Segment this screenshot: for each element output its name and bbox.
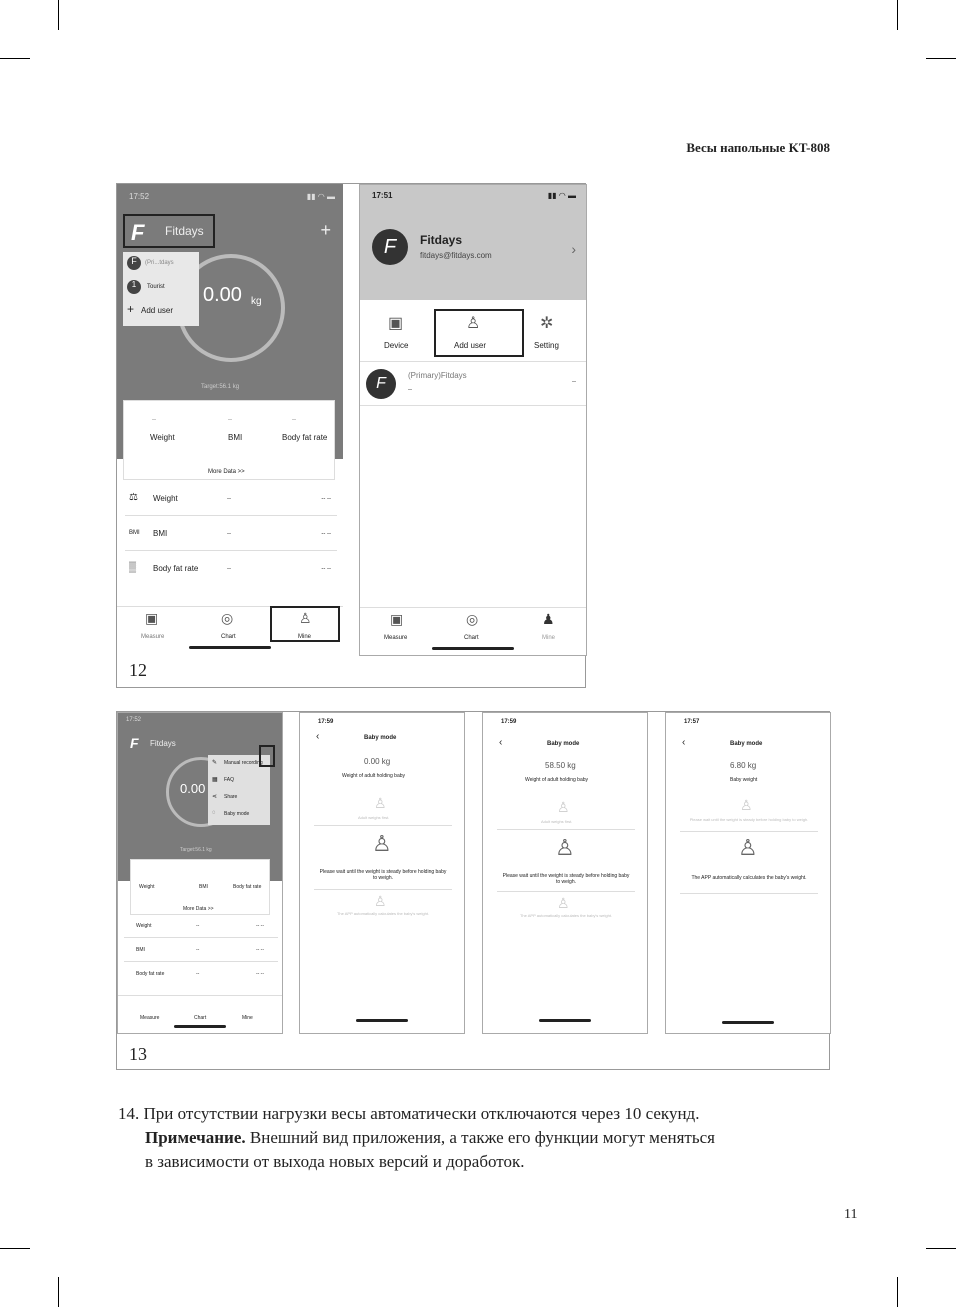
more-data-link[interactable]: More Data >> [208,469,245,475]
page-number: 11 [844,1207,858,1222]
adult-holding-baby-icon: ♙ [555,835,575,860]
document-header: Весы напольные KT-808 [686,140,830,155]
action-device[interactable]: Device [384,341,409,350]
fitdays-logo-icon: F [130,735,139,751]
user-val: -- [572,379,576,385]
status-time: 17:52 [129,192,150,201]
card-label: Weight [139,884,155,890]
adult-figure-icon: ♙ [374,795,387,811]
back-icon[interactable]: ‹ [682,737,686,748]
page-title: Baby mode [364,735,397,741]
weight-unit: kg [251,296,262,307]
crop-mark [58,1277,59,1307]
figure-13 [116,711,830,1070]
crop-mark [926,58,956,59]
tab-measure[interactable]: Measure [140,1015,160,1021]
user-icon[interactable]: ♙ [299,610,312,626]
row-label: Weight [136,923,152,929]
figure-number: 13 [129,1044,147,1064]
crop-mark [926,1248,956,1249]
crop-mark [0,1248,30,1249]
adult-holding-baby-icon: ♙ [372,831,392,856]
home-indicator [189,646,271,649]
note-label: Примечание. [145,1128,246,1147]
summary-card [123,400,335,480]
app-name[interactable]: Fitdays [165,224,204,238]
chevron-right-icon[interactable]: › [571,241,576,257]
tourist-avatar-icon: 1 [127,280,141,294]
weight-subtitle: Baby weight [730,777,758,783]
crop-mark [897,0,898,30]
profile-name: Fitdays [420,233,463,247]
weight-icon: ⚖ [129,492,138,503]
row-value: -- -- [255,923,264,929]
crop-mark [58,0,59,30]
status-time: 17:57 [684,719,700,725]
home-indicator [432,647,514,650]
step-text: Please wait until the weight is steady before holding baby to weigh. [502,873,630,885]
weight-value: 0.00 [203,284,242,306]
baby-figure-icon: ♙ [374,893,387,909]
weight-subtitle: Weight of adult holding baby [342,773,406,779]
target-text: Target:56.1 kg [180,847,212,853]
menu-tourist[interactable]: Tourist [147,284,165,290]
row-mid: -- [196,947,200,953]
action-add-user[interactable]: Add user [454,341,487,350]
tab-measure[interactable]: Measure [141,634,165,640]
tab-mine[interactable]: Mine [242,1015,253,1021]
baby-figure-icon: ♙ [557,895,570,911]
phone-baby-mode-1 [299,712,465,1034]
home-indicator [356,1019,408,1022]
row-label: BMI [136,947,145,953]
weight-value: 6.80 kg [730,761,757,770]
bmi-icon: BMI [129,530,140,536]
user-name[interactable]: (Primary)Fitdays [408,371,467,380]
menu-item[interactable]: Manual recording [224,760,263,766]
item-14: 14. При отсутствии нагрузки весы автоматически отключаются через 10 секунд. [118,1104,700,1123]
user-sub: -- [408,387,412,393]
weight-value: 0.00 [180,781,206,796]
more-menu: ✎ Manual recording ▦ FAQ ⋖ Share ◌ Baby mode [208,755,270,825]
crop-mark [897,1277,898,1307]
tab-mine[interactable]: Mine [542,635,556,641]
adult-figure-icon: ♙ [557,799,570,815]
page-title: Baby mode [547,741,580,747]
weight-subtitle: Weight of adult holding baby [525,777,589,783]
user-icon[interactable]: ♟ [542,611,555,627]
chart-icon[interactable]: ◎ [221,610,234,626]
row-mid: -- [196,971,200,977]
page-title: Baby mode [730,741,763,747]
step-text: The APP automatically calculates the baby's weight. [336,911,430,916]
row-value: -- -- [321,496,331,502]
more-data-link[interactable]: More Data >> [183,906,214,912]
tab-chart[interactable]: Chart [221,634,236,640]
row-value: -- -- [255,971,264,977]
menu-item[interactable]: FAQ [224,777,235,783]
row-value: -- -- [321,531,331,537]
card-label: Body fat rate [233,884,262,890]
fitdays-logo-icon: F [131,220,145,245]
row-mid: -- [196,923,200,929]
adult-holding-baby-faded-icon: ♙ [740,797,753,813]
tab-mine[interactable]: Mine [298,634,312,640]
card-label: Body fat rate [282,433,328,442]
row-label: Body fat rate [136,971,165,977]
back-icon[interactable]: ‹ [316,731,320,742]
note-text: Внешний вид приложения, а также его функции могут меняться [245,1128,715,1147]
status-icons: ▮▮ ◠ ▬ [547,191,576,200]
card-value: -- [152,417,156,423]
menu-primary[interactable]: (Pri...tdays [145,260,174,266]
menu-item[interactable]: Baby mode [224,811,250,817]
more-button-highlight [259,745,275,767]
card-label: BMI [199,884,208,890]
card-value: -- [228,417,232,423]
phone-baby-mode-3 [665,712,831,1034]
app-name[interactable]: Fitdays [150,739,176,748]
profile-email: fitdays@fitdays.com [420,251,492,260]
figure-number: 12 [129,660,147,680]
row-mid: -- [227,531,231,537]
card-label: Weight [150,433,175,442]
weight-value: 58.50 kg [545,761,576,770]
summary-card [130,859,270,915]
step-text: Please wait until the weight is steady before holding baby to weigh. [319,869,447,881]
device-icon[interactable]: ▣ [388,315,404,332]
row-label: BMI [153,529,168,538]
crop-mark [0,58,30,59]
status-time: 17:52 [126,717,142,723]
measure-icon[interactable]: ▣ [145,610,159,626]
add-icon[interactable]: + [320,220,331,240]
bodyfat-icon: ▒ [129,562,137,573]
step-text: Adult weighs first. [358,815,390,820]
status-time: 17:59 [501,719,517,725]
chart-icon[interactable]: ◎ [466,611,479,627]
phone-baby-mode-2 [482,712,648,1034]
card-value: -- [292,417,296,423]
home-indicator [722,1021,774,1024]
step-text: Please wait until the weight is steady before holding baby to weigh. [689,817,809,822]
target-text: Target:56.1 kg [201,384,240,390]
note-line-2: в зависимости от выхода новых версий и доработок. [145,1152,525,1171]
home-indicator [174,1025,226,1028]
step-text: The APP automatically calculates the baby's weight. [519,913,613,918]
row-mid: -- [227,566,231,572]
row-label: Weight [153,494,178,503]
weight-value: 0.00 kg [364,757,391,766]
step-text: Adult weighs first. [541,819,573,824]
fitdays-avatar-icon: F [127,256,141,270]
tab-measure[interactable]: Measure [384,635,408,641]
gear-icon[interactable]: ✲ [540,315,554,332]
home-indicator [539,1019,591,1022]
phone-home-screen [117,184,343,656]
figure-12 [116,183,586,688]
baby-figure-icon: ♙ [738,835,758,860]
row-value: -- -- [321,566,331,572]
card-label: BMI [228,433,243,442]
profile-avatar-icon: F [372,229,408,265]
action-setting[interactable]: Setting [534,341,559,350]
status-time: 17:59 [318,719,334,725]
row-mid: -- [227,496,231,502]
note-line-1 [145,1126,715,1150]
plus-icon: + [127,302,135,316]
add-user-icon[interactable]: ♙ [466,315,481,332]
menu-add-user[interactable]: Add user [141,306,174,315]
row-label: Body fat rate [153,564,199,573]
user-avatar-icon: F [366,369,396,399]
menu-item[interactable]: Share [224,794,238,800]
tab-chart[interactable]: Chart [464,635,479,641]
phone-mine-screen [359,184,587,656]
status-time: 17:51 [372,191,393,200]
tab-chart[interactable]: Chart [194,1015,207,1021]
user-dropdown [123,252,199,326]
step-text: The APP automatically calculates the baby's weight. [691,875,807,881]
back-icon[interactable]: ‹ [499,737,503,748]
measure-icon[interactable]: ▣ [390,611,404,627]
row-value: -- -- [255,947,264,953]
phone-home-menu-screen [117,712,283,1034]
status-icons: ▮▮ ◠ ▬ [306,192,335,201]
